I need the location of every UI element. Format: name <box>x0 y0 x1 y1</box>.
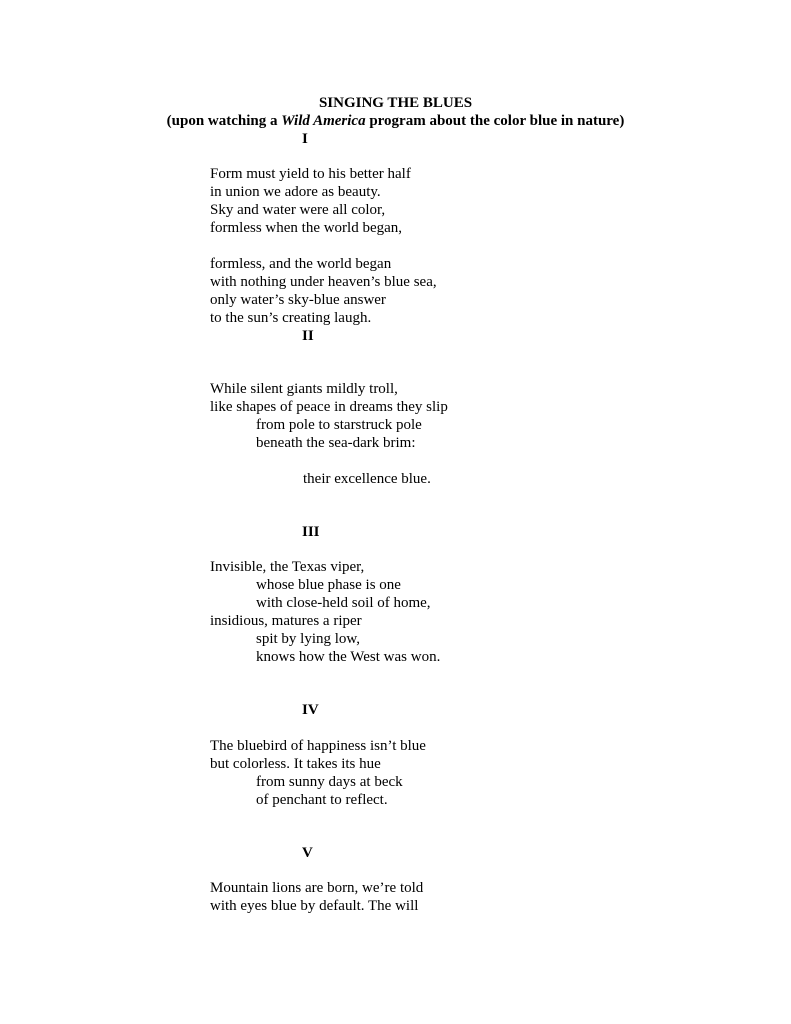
section-number-3: III <box>302 524 320 540</box>
poem-title: SINGING THE BLUES <box>318 95 473 111</box>
subtitle-prefix: (upon watching a <box>166 113 282 129</box>
poem-line: knows how the West was won. <box>256 649 441 665</box>
poem-line: formless, and the world began <box>210 256 392 272</box>
poem-line: Sky and water were all color, <box>210 202 386 218</box>
poem-subtitle <box>0 112 791 130</box>
poem-line: with eyes blue by default. The will <box>210 898 419 914</box>
poem-line: with nothing under heaven’s blue sea, <box>210 274 437 290</box>
poem-line: like shapes of peace in dreams they slip <box>210 399 448 415</box>
poem-line: spit by lying low, <box>256 631 361 647</box>
poem-line: beneath the sea-dark brim: <box>256 435 416 451</box>
section-number-4: IV <box>302 702 319 718</box>
poem-line: While silent giants mildly troll, <box>210 381 398 397</box>
section-number-2: II <box>302 328 314 344</box>
poem-line: Invisible, the Texas viper, <box>210 559 365 575</box>
poem-line: to the sun’s creating laugh. <box>210 310 372 326</box>
poem-line: from sunny days at beck <box>256 774 403 790</box>
poem-line: Mountain lions are born, we’re told <box>210 880 424 896</box>
poem-line: only water’s sky-blue answer <box>210 292 386 308</box>
poem-line: their excellence blue. <box>303 471 431 487</box>
subtitle-suffix: program about the color blue in nature) <box>365 113 625 129</box>
poem-line: from pole to starstruck pole <box>256 417 422 433</box>
poem-line: The bluebird of happiness isn’t blue <box>210 738 426 754</box>
poem-line: in union we adore as beauty. <box>210 184 381 200</box>
section-number-5: V <box>302 845 313 861</box>
poem-line: but colorless. It takes its hue <box>210 756 381 772</box>
poem-line: whose blue phase is one <box>256 577 401 593</box>
section-number-1: I <box>302 131 308 147</box>
poem-line: of penchant to reflect. <box>256 792 388 808</box>
poem-line: Form must yield to his better half <box>210 166 411 182</box>
subtitle-program-name: Wild America <box>281 113 366 129</box>
poem-line: with close-held soil of home, <box>256 595 431 611</box>
poem-line: formless when the world began, <box>210 220 403 236</box>
poem-line: insidious, matures a riper <box>210 613 362 629</box>
